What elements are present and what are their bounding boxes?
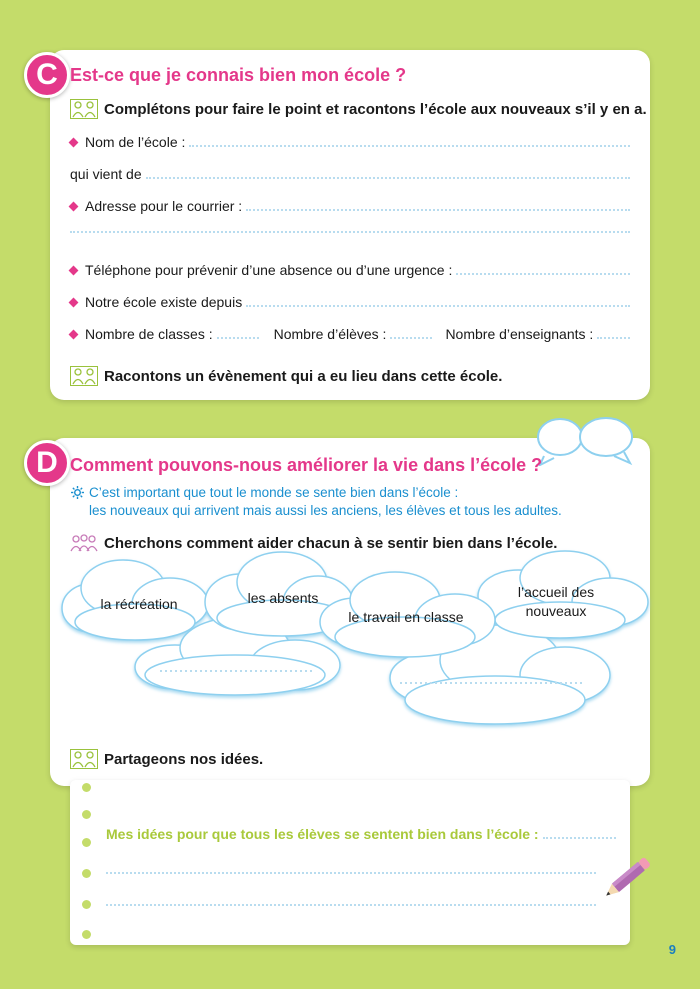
students-label: Nombre d’élèves : <box>273 326 387 342</box>
notepad <box>70 780 630 945</box>
notepad-input-line1[interactable] <box>543 836 616 839</box>
notepad-title-row <box>106 826 616 842</box>
cloud-label-accueil-line2: nouveaux <box>525 603 587 619</box>
group-work-icon <box>70 749 98 769</box>
cloud-label-accueil <box>500 583 612 621</box>
notepad-hole <box>82 869 91 878</box>
address-label: Adresse pour le courrier : <box>85 198 243 214</box>
notepad-hole <box>82 930 91 939</box>
notepad-hole <box>82 783 91 792</box>
section-d-title: Comment pouvons-nous améliorer la vie dans l’école ? <box>70 455 543 475</box>
notepad-hole <box>82 838 91 847</box>
section-c-instruction-2-text: Racontons un évènement qui a eu lieu dans cette école. <box>104 367 503 385</box>
section-d-instruction-2-text: Partageons nos idées. <box>104 750 264 768</box>
teachers-label: Nombre d’enseignants : <box>445 326 594 342</box>
since-label: Notre école existe depuis <box>85 294 243 310</box>
cloud-label-absents: les absents <box>247 590 319 606</box>
info-line-2: les nouveaux qui arrivent mais aussi les anciens, les élèves et tous les adultes. <box>89 503 562 518</box>
info-line-1: C’est important que tout le monde se sente bien dans l’école : <box>89 485 459 500</box>
named-after-label: qui vient de <box>70 166 142 182</box>
section-c-instruction-text: Complétons pour faire le point et racontons l’école aux nouveaux s’il y en a. <box>104 100 647 118</box>
section-d-instruction-text: Cherchons comment aider chacun à se sentir bien dans l’école. <box>104 534 558 552</box>
section-d-instruction-2 <box>70 749 263 769</box>
notepad-input-line3[interactable] <box>106 904 596 906</box>
notepad-title: Mes idées pour que tous les élèves se sentent bien dans l’école : <box>106 826 539 842</box>
notepad-hole <box>82 810 91 819</box>
pencil-icon <box>600 850 656 905</box>
notepad-input-line2[interactable] <box>106 872 596 874</box>
cloud-label-accueil-line1: l’accueil des <box>517 584 595 600</box>
classes-label: Nombre de classes : <box>85 326 213 342</box>
cloud-label-recreation: la récréation <box>100 596 178 612</box>
phone-label: Téléphone pour prévenir d’une absence ou d’une urgence : <box>85 262 453 278</box>
school-name-label: Nom de l’école : <box>85 134 186 150</box>
section-c-badge: C <box>24 52 70 98</box>
notepad-hole <box>82 900 91 909</box>
section-c-title: Est-ce que je connais bien mon école ? <box>70 65 407 85</box>
cloud-label-travail: le travail en classe <box>348 609 464 625</box>
section-d-badge: D <box>24 440 70 486</box>
page-number: 9 <box>668 942 676 957</box>
